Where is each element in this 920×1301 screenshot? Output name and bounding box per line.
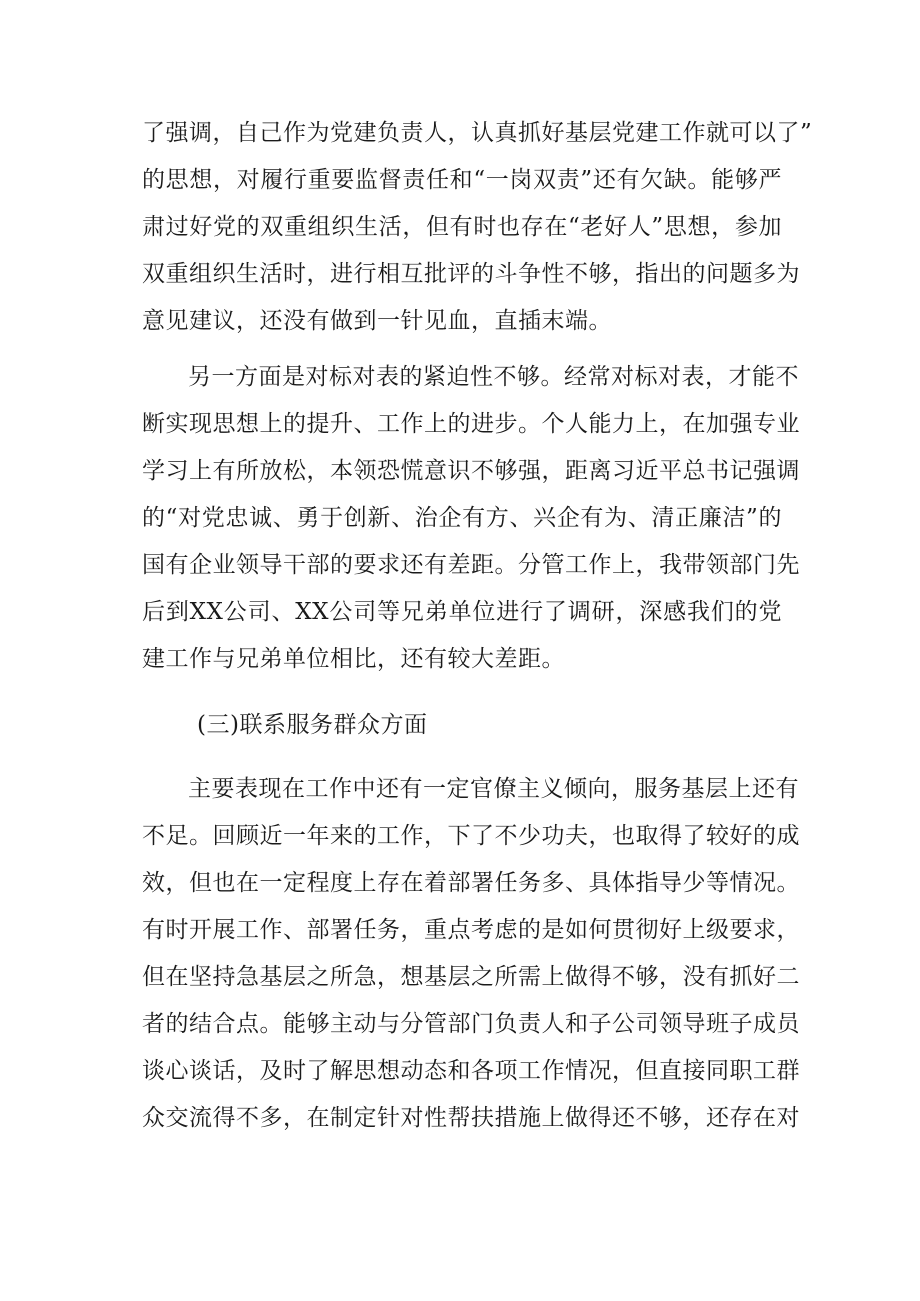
paragraph-3-line-4: 有时开展工作、部署任务，重点考虑的是如何贯彻好上级要求，	[142, 917, 800, 943]
paragraph-1-line-3: 肃过好党的双重组织生活，但有时也存在“老好人”思想，参加	[142, 214, 782, 240]
paragraph-3-line-2: 不足。回顾近一年来的工作，下了不少功夫，也取得了较好的成	[142, 823, 800, 849]
paragraph-2-line-3: 学习上有所放松，本领恐慌意识不够强，距离习近平总书记强调	[142, 458, 800, 484]
paragraph-1-line-5: 意见建议，还没有做到一针见血，直插末端。	[142, 308, 612, 334]
paragraph-2-line-6: 后到XX公司、XX公司等兄弟单位进行了调研，深感我们的党	[142, 599, 782, 625]
paragraph-2-line-5: 国有企业领导干部的要求还有差距。分管工作上，我带领部门先	[142, 552, 800, 578]
paragraph-1-line-1: 了强调，自己作为党建负责人，认真抓好基层党建工作就可以了”	[142, 120, 813, 146]
paragraph-3-line-6: 者的结合点。能够主动与分管部门负责人和子公司领导班子成员	[142, 1011, 800, 1037]
paragraph-2-line-2: 断实现思想上的提升、工作上的进步。个人能力上，在加强专业	[142, 411, 800, 437]
paragraph-3-line-3: 效，但也在一定程度上存在着部署任务多、具体指导少等情况。	[142, 870, 800, 896]
paragraph-2-line-4: 的“对党忠诚、勇于创新、治企有方、兴企有为、清正廉洁”的	[142, 505, 782, 531]
section-heading: (三)联系服务群众方面	[197, 712, 428, 738]
paragraph-3-line-1: 主要表现在工作中还有一定官僚主义倾向，服务基层上还有	[188, 776, 799, 802]
paragraph-2-line-7: 建工作与兄弟单位相比，还有较大差距。	[142, 646, 565, 672]
paragraph-1-line-4: 双重组织生活时，进行相互批评的斗争性不够，指出的问题多为	[142, 261, 800, 287]
paragraph-3-line-8: 众交流得不多，在制定针对性帮扶措施上做得还不够，还存在对	[142, 1105, 800, 1131]
paragraph-2-line-1: 另一方面是对标对表的紧迫性不够。经常对标对表，才能不	[188, 364, 799, 390]
paragraph-3-line-5: 但在坚持急基层之所急，想基层之所需上做得不够，没有抓好二	[142, 964, 800, 990]
paragraph-1-line-2: 的思想，对履行重要监督责任和“一岗双责”还有欠缺。能够严	[142, 167, 782, 193]
paragraph-3-line-7: 谈心谈话，及时了解思想动态和各项工作情况，但直接同职工群	[142, 1058, 800, 1084]
